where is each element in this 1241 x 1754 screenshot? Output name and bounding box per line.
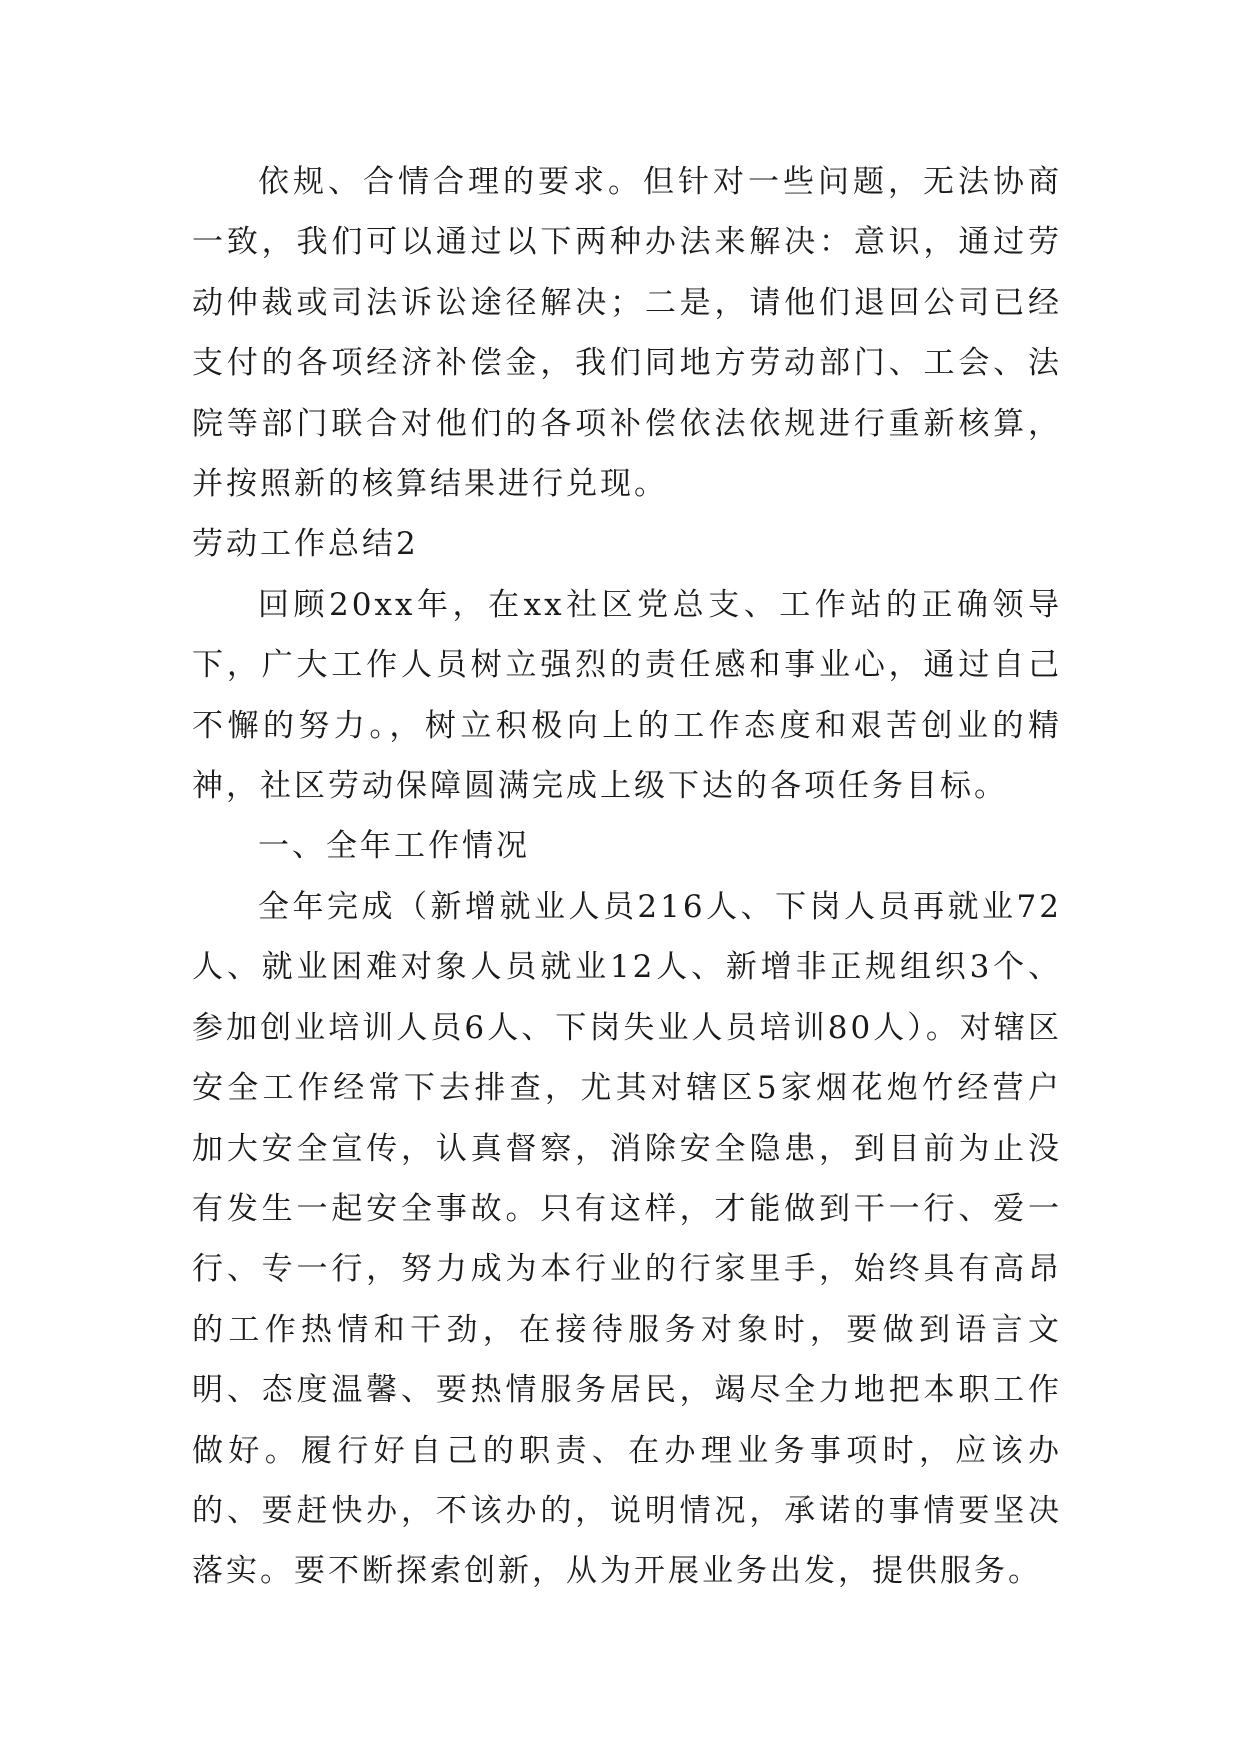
paragraph-annual-work: 全年完成（新增就业人员216人、下岗人员再就业72人、就业困难对象人员就业12人、新增非正规组织3个、参加创业培训人员6人、下岗失业人员培训80人）。对辖区安全工作经常下去排查，尤其对辖区5家烟花炮竹经营户加大安全宣传，认真督察，消除安全隐患，到目前为止没有发生一起安全事故。只有这样，才能做到干一行、爱一行、专一行，努力成为本行业的行家里手，始终具有高昂的工作热情和干劲，在接待服务对象时，要做到语言文明、态度温馨、要热情服务居民，竭尽全力地把本职工作做好。履行好自己的职责、在办理业务事项时，应该办的、要赶快办，不该办的，说明情况，承诺的事情要坚决落实。要不断探索创新，从为开展业务出发，提供服务。 (192, 888, 1062, 1590)
paragraph-continuation: 依规、合情合理的要求。但针对一些问题，无法协商一致，我们可以通过以下两种办法来解决：意识，通过劳动仲裁或司法诉讼途径解决；二是，请他们退回公司已经支付的各项经济补偿金，我们同地方劳动部门、工会、法院等部门联合对他们的各项补偿依法依规进行重新核算，并按照新的核算结果进行兑现。 (192, 164, 1062, 503)
document-body (192, 152, 1062, 1602)
section-subheading: 一、全年工作情况 (258, 828, 530, 865)
section-title: 劳动工作总结2 (192, 526, 419, 563)
paragraph-review: 回顾20xx年，在xx社区党总支、工作站的正确领导下，广大工作人员树立强烈的责任感和事业心，通过自己不懈的努力。，树立积极向上的工作态度和艰苦创业的精神，社区劳动保障圆满完成上级下达的各项任务目标。 (192, 586, 1062, 805)
